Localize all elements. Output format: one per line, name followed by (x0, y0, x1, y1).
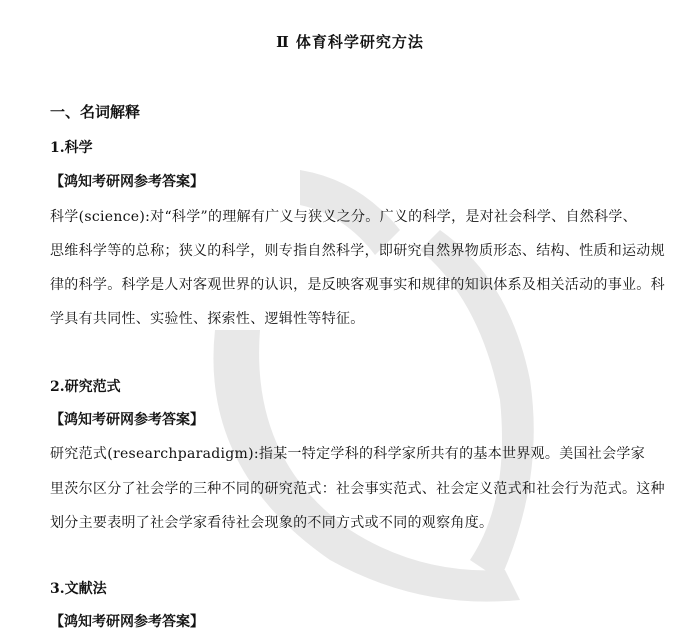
term-heading: 2.研究范式 (50, 379, 121, 395)
page-title: Ⅱ 体育科学研究方法 (276, 33, 424, 51)
body-line: 划分主要表明了社会学家看待社会现象的不同方式或不同的观察角度。 (50, 515, 494, 531)
term-heading: 3.文献法 (50, 581, 107, 597)
body-line: 科学(science):对“科学”的理解有广义与狭义之分。广义的科学，是对社会科学、自然科学、 (50, 209, 637, 225)
answer-tag: 【鸿知考研网参考答案】 (50, 614, 204, 630)
section-heading: 一、名词解释 (50, 103, 141, 121)
body-line: 思维科学等的总称；狭义的科学，则专指自然科学，即研究自然界物质形态、结构、性质和运动规 (50, 243, 665, 259)
body-line: 研究范式(researchparadigm):指某一特定学科的科学家所共有的基本世界观。美国社会学家 (50, 446, 646, 462)
body-line: 律的科学。科学是人对客观世界的认识，是反映客观事实和规律的知识体系及相关活动的事业。科 (50, 277, 665, 293)
term-heading: 1.科学 (50, 140, 93, 156)
body-line: 里茨尔区分了社会学的三种不同的研究范式：社会事实范式、社会定义范式和社会行为范式。这种 (50, 481, 665, 497)
answer-tag: 【鸿知考研网参考答案】 (50, 412, 204, 428)
body-line: 学具有共同性、实验性、探索性、逻辑性等特征。 (50, 311, 365, 327)
answer-tag: 【鸿知考研网参考答案】 (50, 174, 204, 190)
